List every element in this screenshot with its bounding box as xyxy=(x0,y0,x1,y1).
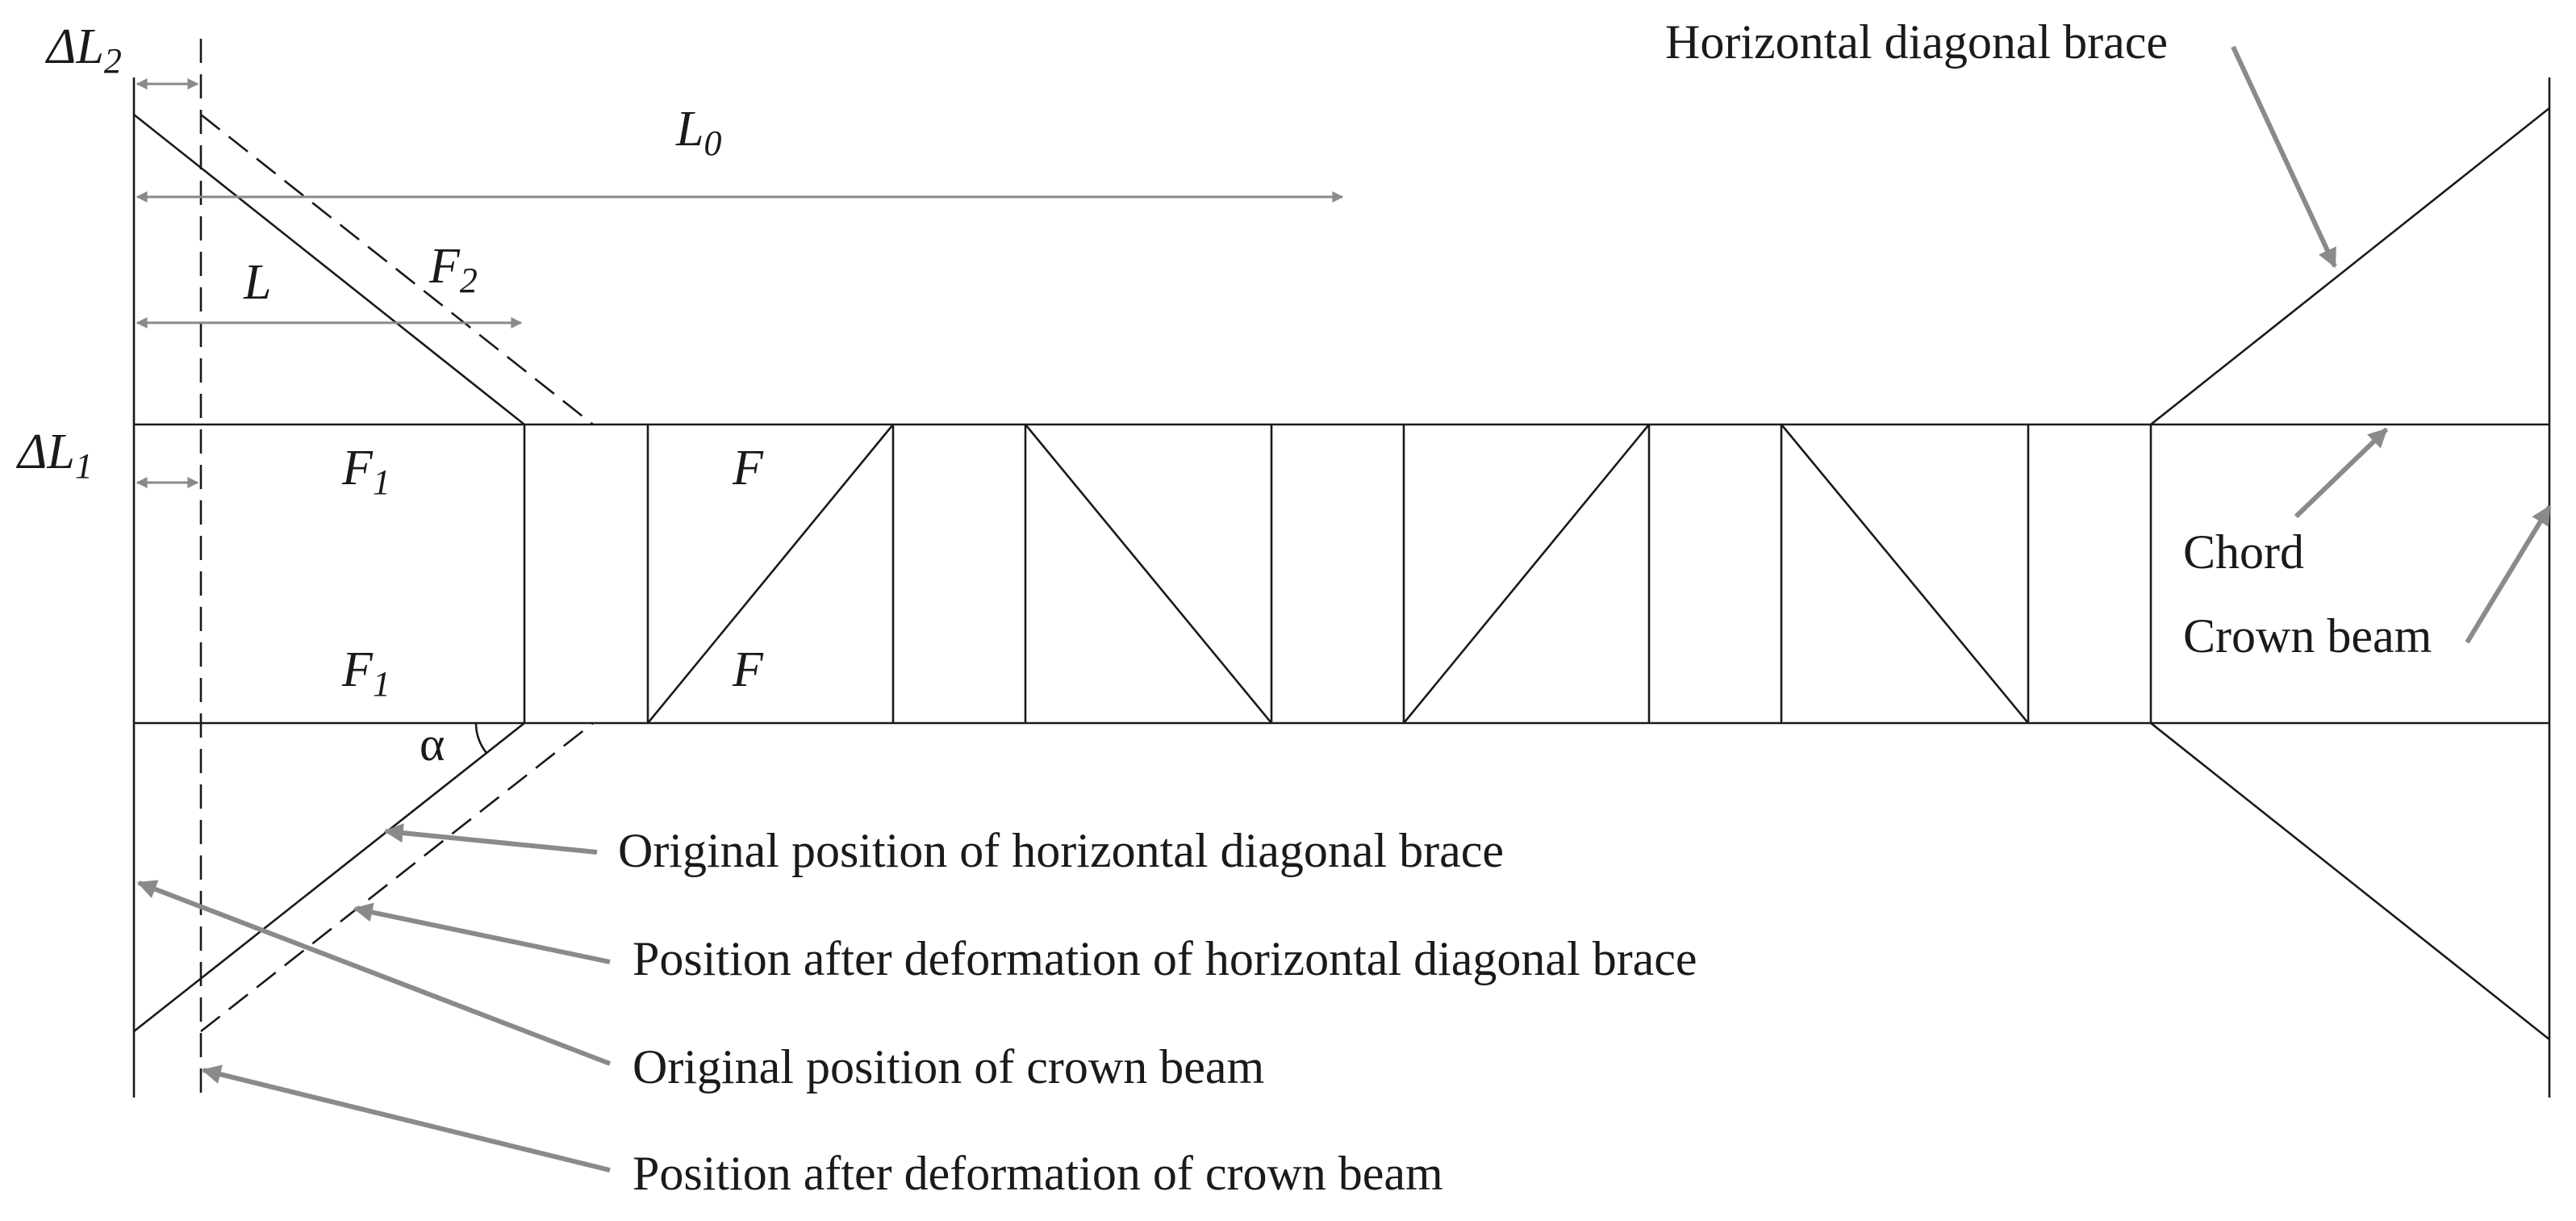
symbol-f-bottom: F xyxy=(733,642,763,697)
alpha-angle-arc xyxy=(476,723,486,753)
symbol-f1-top: F1 xyxy=(342,441,390,502)
symbol-f1-bottom: F1 xyxy=(342,642,390,704)
leader-deformed-crown-beam xyxy=(203,1070,610,1170)
label-deformed-brace: Position after deformation of horizontal diagonal brace xyxy=(633,932,1697,985)
symbol-l: L xyxy=(244,255,272,310)
brace-left-bottom-deformed xyxy=(201,723,593,1031)
leader-chord xyxy=(2296,429,2386,516)
symbol-l0: L0 xyxy=(676,102,722,163)
brace-right-bottom xyxy=(2151,723,2549,1039)
symbol-alpha: α xyxy=(420,717,445,771)
symbol-f-top: F xyxy=(733,441,763,496)
label-original-crown-beam: Original position of crown beam xyxy=(633,1040,1265,1093)
leader-deformed-brace xyxy=(355,909,610,962)
label-horizontal-diagonal-brace: Horizontal diagonal brace xyxy=(1665,15,2169,69)
brace-right-top xyxy=(2151,108,2549,424)
leader-original-brace xyxy=(386,831,597,852)
truss-diagonals xyxy=(648,424,2028,723)
leader-horizontal-diagonal-brace xyxy=(2233,47,2335,266)
symbol-f2: F2 xyxy=(429,239,478,300)
label-crown-beam: Crown beam xyxy=(2183,609,2432,663)
label-deformed-crown-beam: Position after deformation of crown beam xyxy=(633,1147,1443,1200)
symbol-delta-l2: ΔL2 xyxy=(47,19,122,81)
label-chord: Chord xyxy=(2183,525,2304,579)
leader-crown-beam xyxy=(2467,507,2549,642)
label-original-brace: Original position of horizontal diagonal brace xyxy=(618,824,1505,877)
leader-original-crown-beam xyxy=(139,883,610,1064)
truss-verticals xyxy=(524,424,2151,723)
brace-left-bottom-original xyxy=(134,723,524,1031)
symbol-delta-l1: ΔL1 xyxy=(18,424,93,486)
